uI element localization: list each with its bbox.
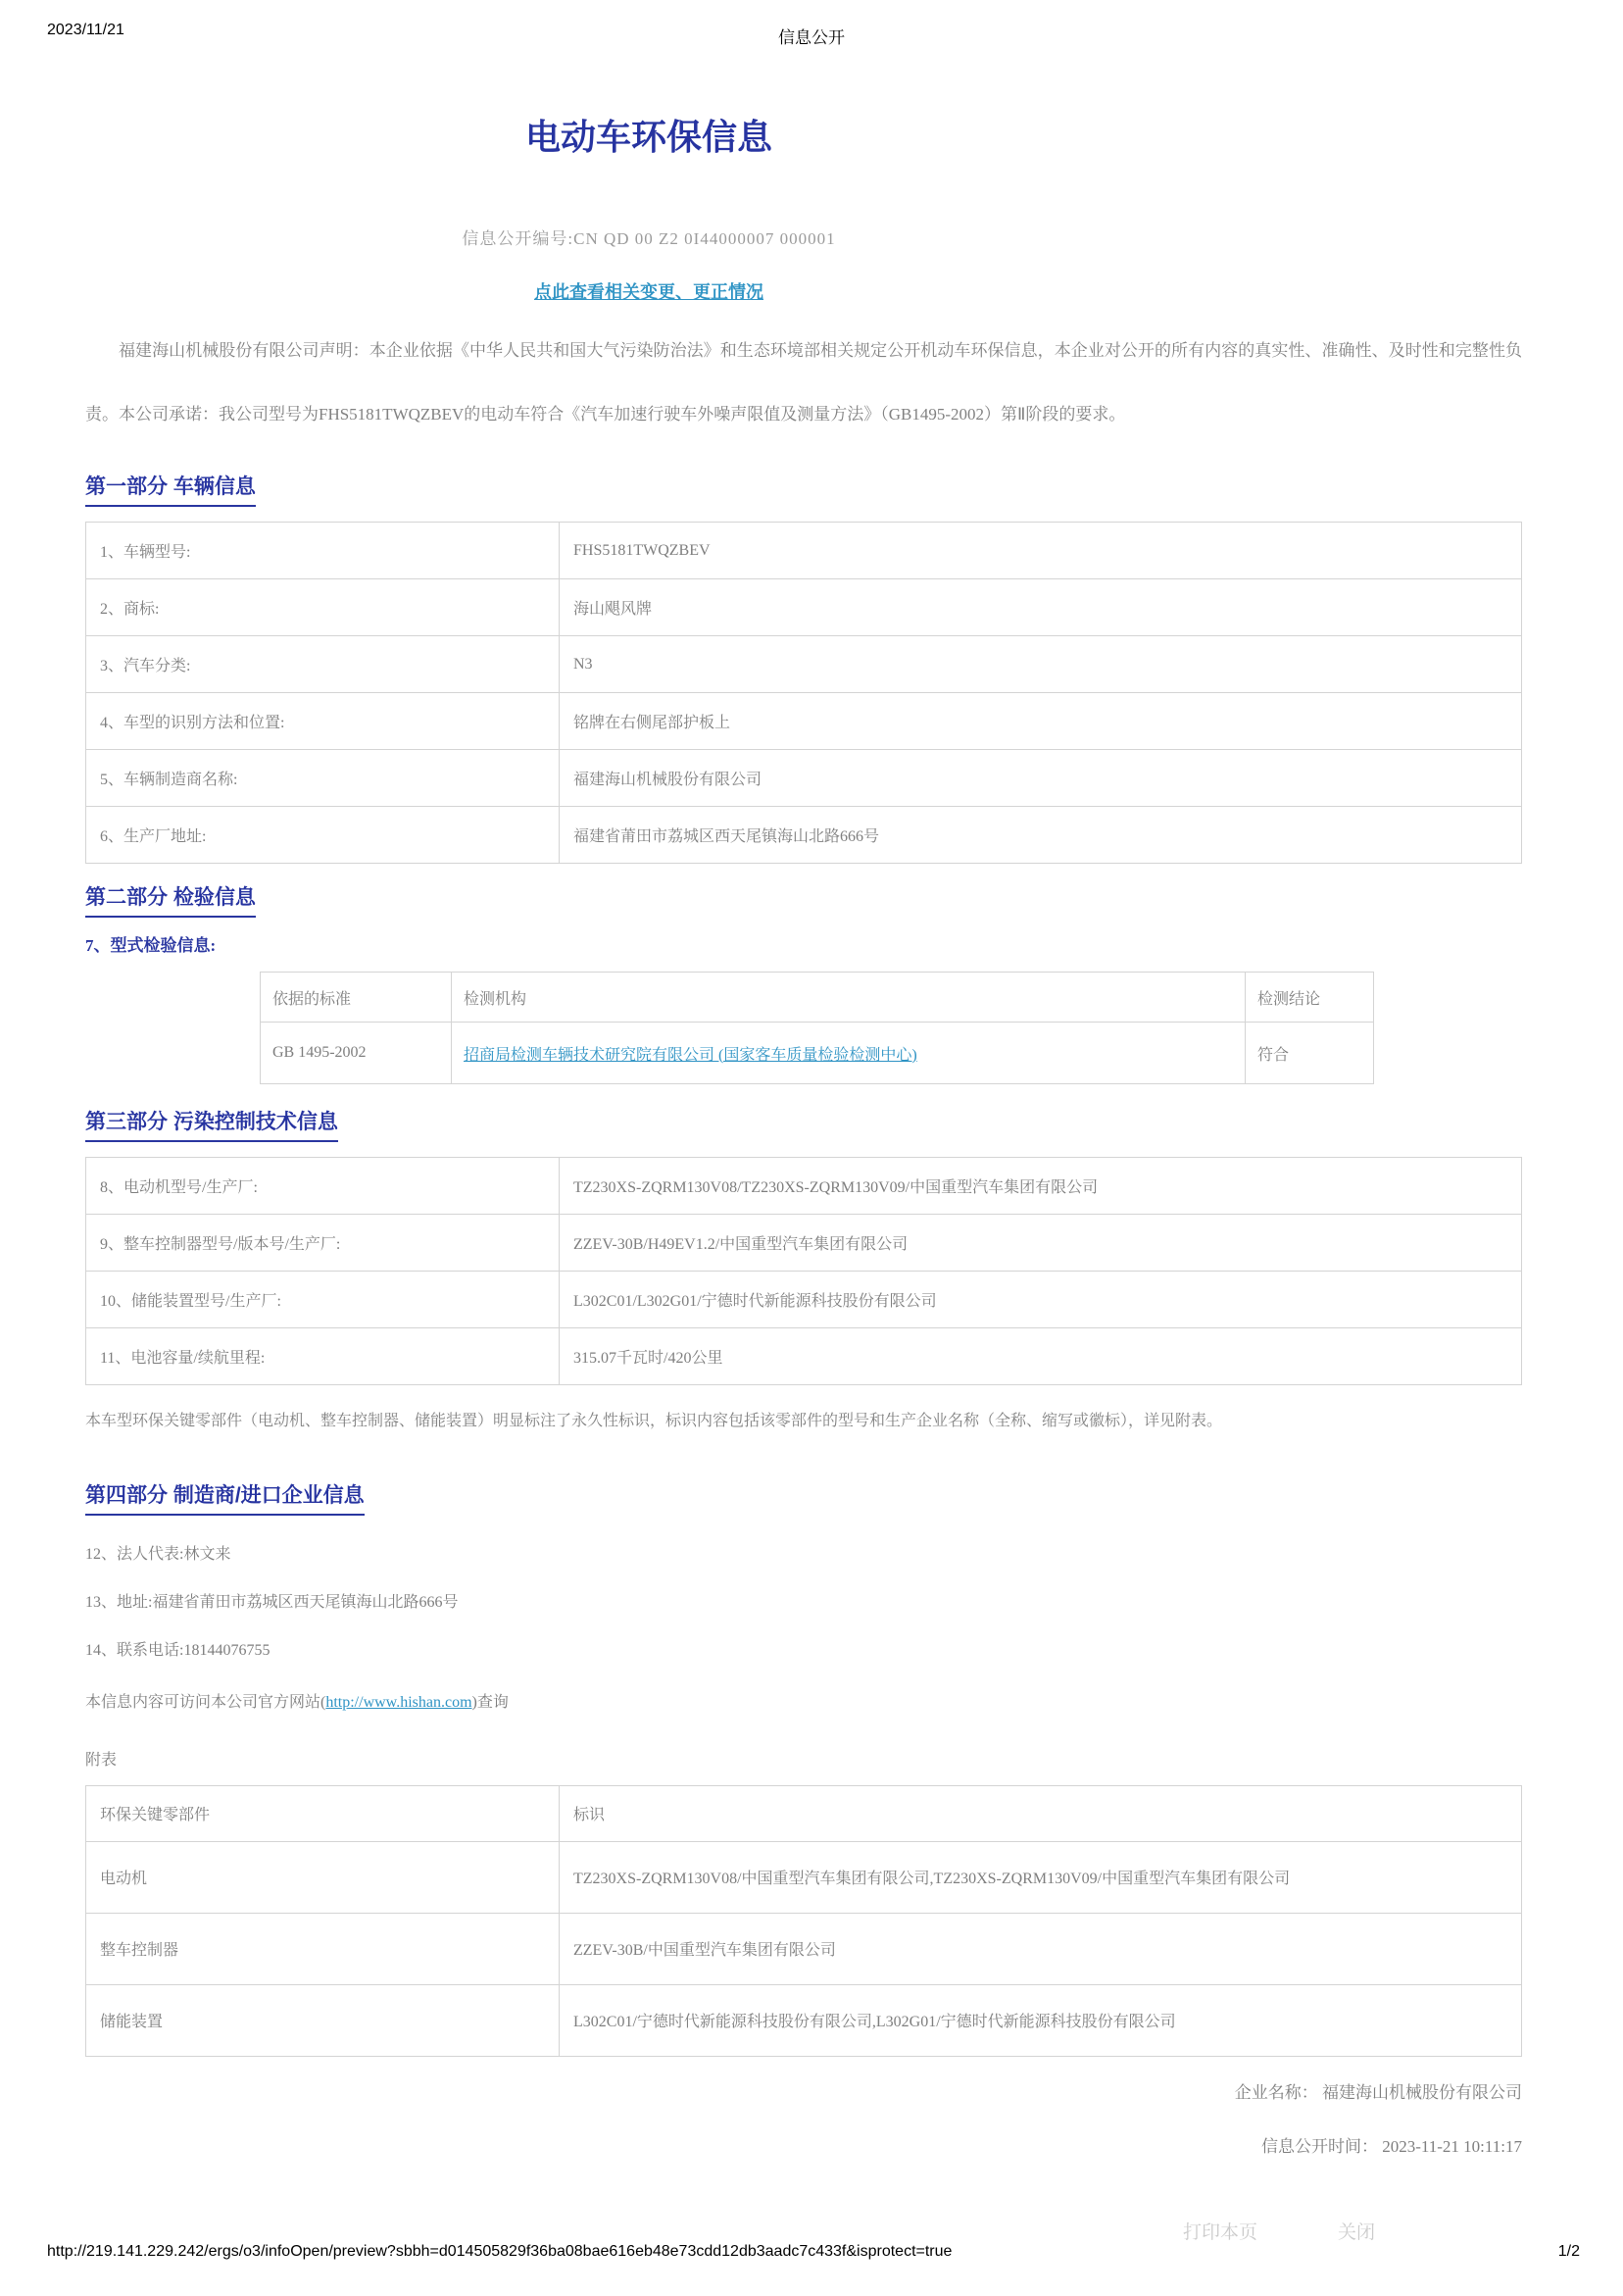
- table-row: [86, 579, 1522, 636]
- table-row: [86, 1841, 1522, 1913]
- table-header-row: [86, 1785, 1522, 1841]
- table-row: [86, 523, 1522, 579]
- title-block: [85, 110, 1212, 304]
- print-footer-url: http://219.141.229.242/ergs/o3/infoOpen/preview?sbbh=d014505829f36ba08bae616eb48e73cdd12db3aadc7c433f&isprotect=true: [47, 2243, 953, 2260]
- disclosure-time-line: 信息公开时间： 2023-11-21 10:11:17: [1260, 2136, 1522, 2156]
- mark-cell: TZ230XS-ZQRM130V08/中国重型汽车集团有限公司,TZ230XS-ZQRM130V09/中国重型汽车集团有限公司: [560, 1841, 1522, 1913]
- row-value: L302C01/L302G01/宁德时代新能源科技股份有限公司: [560, 1272, 1522, 1328]
- row-value: 福建省莆田市荔城区西天尾镇海山北路666号: [560, 807, 1522, 864]
- row-value: ZZEV-30B/H49EV1.2/中国重型汽车集团有限公司: [560, 1215, 1522, 1272]
- row-label: 3、汽车分类:: [86, 636, 560, 693]
- website-line: [85, 1689, 1522, 1712]
- print-page-number: 1/2: [1557, 2243, 1580, 2260]
- website-prefix: 本信息内容可访问本公司官方网站(: [85, 1693, 326, 1711]
- table-row: [86, 1913, 1522, 1984]
- agency-cell: [452, 1023, 1246, 1084]
- table-row: [86, 1215, 1522, 1272]
- type-inspection-label: 7、型式检验信息:: [85, 936, 217, 956]
- row-label: 4、车型的识别方法和位置:: [86, 693, 560, 750]
- mark-cell: ZZEV-30B/中国重型汽车集团有限公司: [560, 1913, 1522, 1984]
- print-preview-footer: [47, 2243, 1580, 2261]
- section1-title: 第一部分 车辆信息: [85, 471, 256, 507]
- change-link-line: [85, 278, 1212, 304]
- row-value: FHS5181TWQZBEV: [560, 523, 1522, 579]
- table-row: [261, 1023, 1374, 1084]
- row-value: TZ230XS-ZQRM130V08/TZ230XS-ZQRM130V09/中国重型汽车集团有限公司: [560, 1158, 1522, 1215]
- row-value: 铭牌在右侧尾部护板上: [560, 693, 1522, 750]
- column-header: 依据的标准: [261, 973, 452, 1023]
- row-label: 9、整车控制器型号/版本号/生产厂:: [86, 1215, 560, 1272]
- pollution-control-table: [85, 1157, 1522, 1385]
- table-row: [86, 693, 1522, 750]
- page-title: 电动车环保信息: [524, 117, 772, 157]
- close-button[interactable]: 关闭: [1338, 2218, 1375, 2244]
- declaration-paragraph: 福建海山机械股份有限公司声明：本企业依据《中华人民共和国大气污染防治法》和生态环境部相关规定公开机动车环保信息，本企业对公开的所有内容的真实性、准确性、及时性和完整性负责。本公司承诺：我公司型号为FHS5181TWQZBEV的电动车符合《汽车加速行驶车外噪声限值及测量方法》（GB1495-2002）第Ⅱ阶段的要求。: [85, 341, 1522, 424]
- company-name-line: 企业名称： 福建海山机械股份有限公司: [1234, 2082, 1522, 2102]
- table-row: [86, 1158, 1522, 1215]
- vehicle-info-table: [85, 522, 1522, 864]
- part-cell: 整车控制器: [86, 1913, 560, 1984]
- permanent-mark-note: 本车型环保关键零部件（电动机、整车控制器、储能装置）明显标注了永久性标识，标识内容包括该零部件的型号和生产企业名称（全称、缩写或徽标），详见附表。: [85, 1413, 1223, 1430]
- column-header: 标识: [560, 1785, 1522, 1841]
- website-suffix: )查询: [471, 1693, 509, 1711]
- row-value: 福建海山机械股份有限公司: [560, 750, 1522, 807]
- mark-cell: L302C01/宁德时代新能源科技股份有限公司,L302G01/宁德时代新能源科技股份有限公司: [560, 1984, 1522, 2056]
- disclosure-code: 信息公开编号:CN QD 00 Z2 0I44000007 000001: [462, 229, 836, 248]
- row-value: 315.07千瓦时/420公里: [560, 1328, 1522, 1385]
- column-header: 检测结论: [1246, 973, 1374, 1023]
- action-button-row: [85, 2218, 1522, 2244]
- document-body: [85, 94, 1522, 2244]
- inspection-agency-link[interactable]: 招商局检测车辆技术研究院有限公司 (国家客车质量检验检测中心): [464, 1046, 917, 1064]
- print-date: 2023/11/21: [47, 22, 124, 38]
- section4-title: 第四部分 制造商/进口企业信息: [85, 1479, 365, 1516]
- table-row: [86, 1984, 1522, 2056]
- address-line: 13、地址:福建省莆田市荔城区西天尾镇海山北路666号: [85, 1593, 459, 1611]
- row-label: 1、车辆型号:: [86, 523, 560, 579]
- row-value: 海山飓风牌: [560, 579, 1522, 636]
- table-row: [86, 1328, 1522, 1385]
- column-header: 环保关键零部件: [86, 1785, 560, 1841]
- table-row: [86, 750, 1522, 807]
- section2-title: 第二部分 检验信息: [85, 881, 256, 918]
- table-row: [86, 1272, 1522, 1328]
- column-header: 检测机构: [452, 973, 1246, 1023]
- row-label: 11、电池容量/续航里程:: [86, 1328, 560, 1385]
- section3-title: 第三部分 污染控制技术信息: [85, 1106, 338, 1142]
- row-value: N3: [560, 636, 1522, 693]
- phone-line: 14、联系电话:18144076755: [85, 1641, 270, 1659]
- row-label: 2、商标:: [86, 579, 560, 636]
- appendix-label: 附表: [85, 1751, 118, 1769]
- inspection-table: [260, 972, 1374, 1084]
- appendix-table: [85, 1785, 1522, 2057]
- legal-representative-line: 12、法人代表:林文来: [85, 1545, 231, 1563]
- conclusion-cell: 符合: [1246, 1023, 1374, 1084]
- row-label: 10、储能装置型号/生产厂:: [86, 1272, 560, 1328]
- row-label: 6、生产厂地址:: [86, 807, 560, 864]
- view-changes-link[interactable]: 点此查看相关变更、更正情况: [534, 282, 763, 302]
- row-label: 8、电动机型号/生产厂:: [86, 1158, 560, 1215]
- table-header-row: [261, 973, 1374, 1023]
- part-cell: 储能装置: [86, 1984, 560, 2056]
- table-row: [86, 636, 1522, 693]
- table-row: [86, 807, 1522, 864]
- print-document-title: 信息公开: [778, 28, 845, 47]
- print-page-button[interactable]: 打印本页: [1183, 2218, 1257, 2244]
- part-cell: 电动机: [86, 1841, 560, 1913]
- company-website-link[interactable]: http://www.hishan.com: [325, 1693, 472, 1711]
- standard-cell: GB 1495-2002: [261, 1023, 452, 1084]
- row-label: 5、车辆制造商名称:: [86, 750, 560, 807]
